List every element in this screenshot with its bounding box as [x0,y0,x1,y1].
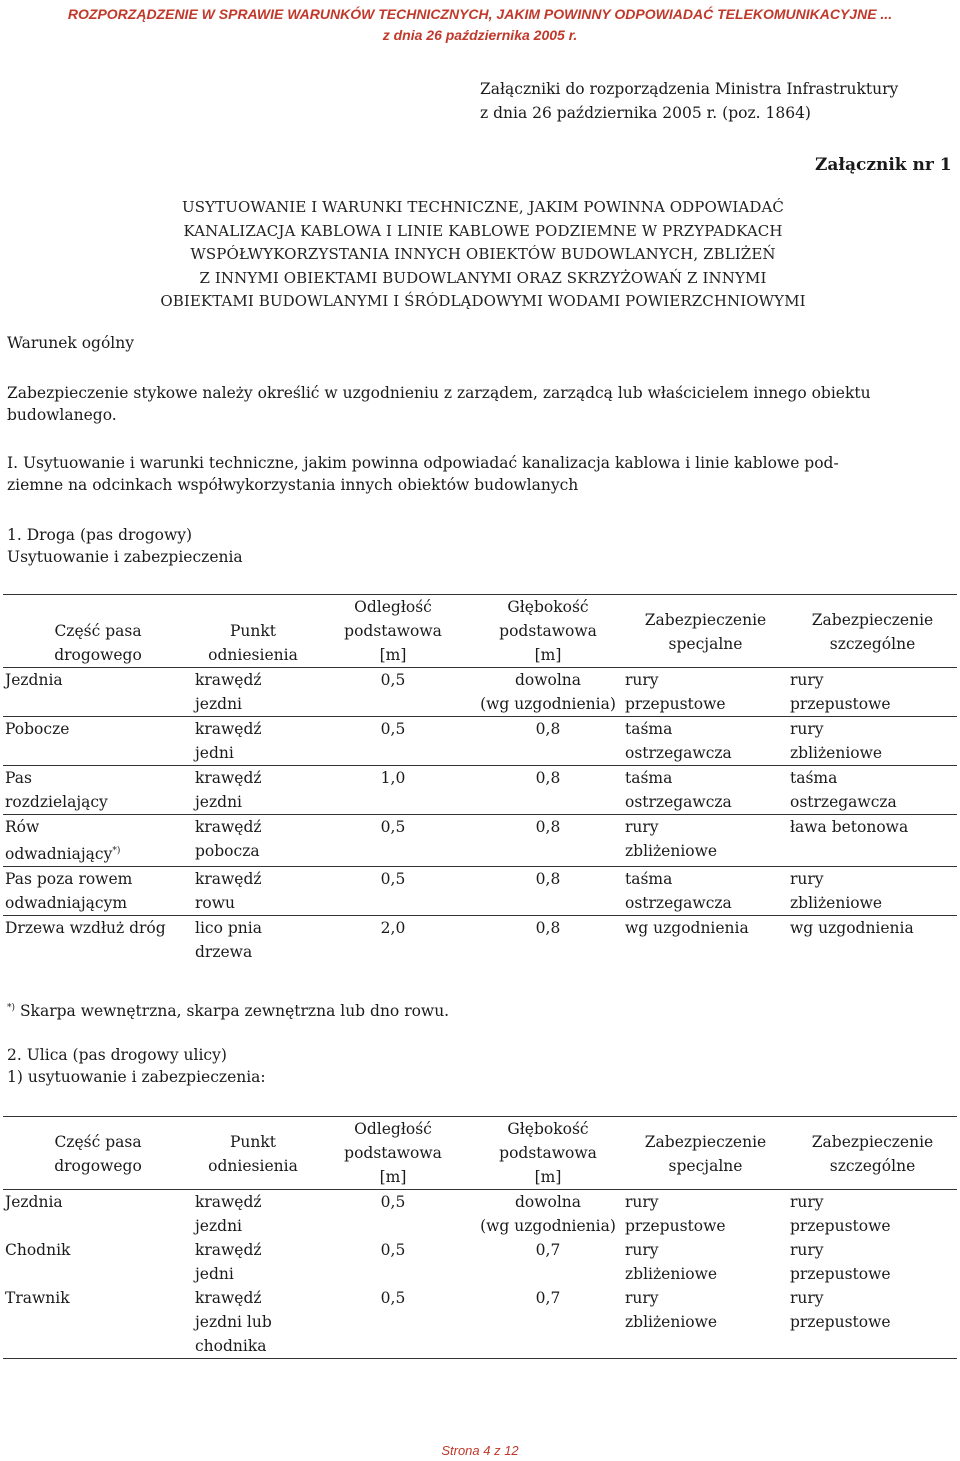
cell-part: Jezdnia [5,1193,63,1211]
cell-part: Drzewa wzdłuż dróg [5,919,166,938]
table-header-row [3,595,957,668]
general-condition-line: budowlanego. [7,406,117,424]
cell-part: Chodnik [5,1241,71,1259]
cell-point: krawędź jezdni [195,769,262,811]
cell-special: taśma ostrzegawcza [625,870,732,913]
title-line: WSPÓŁWYKORZYSTANIA INNYCH OBIEKTÓW BUDOWLANYCH, ZBLIŻEŃ [190,245,776,263]
header-particular: Zabezpieczenie szczególne [811,1133,934,1175]
cell-depth: 0,8 [535,818,561,836]
table-row [3,766,957,815]
cell-point: krawędź jedni [195,720,262,762]
cell-special: rury zbliżeniowe [625,818,718,860]
cell-special: taśma ostrzegawcza [625,720,732,762]
cell-special: rury przepustowe [625,671,726,713]
cell-distance: 1,0 [380,769,406,787]
title-line: OBIEKTAMI BUDOWLANYMI I ŚRÓDLĄDOWYMI WODAMI POWIERZCHNIOWYMI [160,292,806,310]
table-header-row [3,1117,957,1190]
cell-particular: rury przepustowe [790,671,891,713]
cell-point: lico pnia drzewa [195,919,262,962]
cell-particular: rury zbliżeniowe [790,720,883,762]
subsection-2-line: 2. Ulica (pas drogowy ulicy) [7,1046,227,1064]
header-depth: Głębokość podstawowa [m] [499,1120,597,1186]
cell-distance: 0,5 [380,671,406,689]
title-line: USYTUOWANIE I WARUNKI TECHNICZNE, JAKIM POWINNA ODPOWIADAĆ [182,198,784,216]
footnote-mark: *) [7,1003,16,1013]
annex-label: Załącznik nr 1 [815,155,952,175]
cell-particular: rury przepustowe [790,1241,891,1283]
table-row [3,717,957,766]
street-table [3,1116,957,1359]
header-point: Punkt odniesienia [208,622,298,664]
header-point: Punkt odniesienia [208,1133,298,1175]
cell-distance: 0,5 [380,1289,406,1307]
cell-special: rury zbliżeniowe [625,1289,718,1331]
document-header-date: z dnia 26 października 2005 r. [382,27,578,43]
header-distance: Odległość podstawowa [m] [344,598,442,664]
cell-depth: dowolna (wg uzgodnienia) [480,671,616,713]
cell-point: krawędź jezdni [195,671,262,713]
cell-part: Pas poza rowem odwadniającym [5,870,133,913]
table-row [3,1286,957,1359]
subsection-1-heading [7,524,243,568]
cell-part: Trawnik [5,1289,70,1307]
cell-particular: rury przepustowe [790,1289,891,1331]
cell-depth: 0,7 [535,1289,561,1307]
cell-depth: 0,8 [535,919,561,938]
cell-point: krawędź rowu [195,870,262,913]
cell-depth: 0,8 [535,720,561,738]
header-part: Część pasa drogowego [54,622,142,664]
footnote: *) Skarpa wewnętrzna, skarpa zewnętrzna lub dno rowu. [7,1002,450,1021]
attachments-note-line2: z dnia 26 października 2005 r. (poz. 1864) [480,104,811,122]
cell-special: rury zbliżeniowe [625,1241,718,1283]
subsection-1-line: 1. Droga (pas drogowy) [7,526,193,544]
cell-distance: 0,5 [380,720,406,738]
subsection-1-line: Usytuowanie i zabezpieczenia [7,548,243,566]
cell-distance: 0,5 [380,870,406,889]
title-line: Z INNYMI OBIEKTAMI BUDOWLANYMI ORAZ SKRZYŻOWAŃ Z INNYMI [199,268,767,287]
cell-depth: dowolna (wg uzgodnienia) [480,1193,616,1235]
section-1-heading [7,452,957,496]
cell-distance: 0,5 [380,1193,406,1211]
cell-distance: 0,5 [380,818,406,836]
road-table [3,594,957,964]
general-condition-line: Zabezpieczenie stykowe należy określić w uzgodnieniu z zarządem, zarządcą lub właścicielem innego obiektu [7,384,871,402]
table-row [3,668,957,717]
header-part: Część pasa drogowego [54,1133,142,1175]
cell-particular: ława betonowa [790,818,909,836]
header-particular: Zabezpieczenie szczególne [811,611,934,653]
cell-particular: wg uzgodnienia [790,919,914,938]
header-special: Zabezpieczenie specjalne [644,611,767,653]
cell-point: krawędź jedni [195,1241,262,1283]
header-depth: Głębokość podstawowa [m] [499,598,597,664]
cell-distance: 2,0 [380,919,406,938]
table-row [3,867,957,916]
cell-part: Jezdnia [5,671,63,689]
title-line: KANALIZACJA KABLOWA I LINIE KABLOWE PODZIEMNE W PRZYPADKACH [183,221,783,240]
table-row [3,815,957,867]
general-condition-text [7,382,957,426]
cell-distance: 0,5 [380,1241,406,1259]
table-row [3,916,957,965]
header-special: Zabezpieczenie specjalne [644,1133,767,1175]
cell-depth: 0,8 [535,870,561,889]
cell-point: krawędź jezdni [195,1193,262,1235]
table-row [3,1238,957,1286]
section-1-line: I. Usytuowanie i warunki techniczne, jakim powinna odpowiadać kanalizacja kablowa i linie kablowe pod- [7,454,839,472]
cell-particular: taśma ostrzegawcza [790,769,897,811]
cell-part: Rów odwadniający*) [5,818,121,864]
attachments-note-line1: Załączniki do rozporządzenia Ministra Infrastruktury [480,80,899,98]
cell-particular: rury przepustowe [790,1193,891,1235]
section-1-line: ziemne na odcinkach współwykorzystania innych obiektów budowlanych [7,476,579,494]
cell-depth: 0,7 [535,1241,561,1259]
subsection-2-line: 1) usytuowanie i zabezpieczenia: [7,1068,266,1086]
cell-part: Pas rozdzielający [5,769,108,811]
general-condition-label: Warunek ogólny [7,334,134,352]
document-header-title: ROZPORZĄDZENIE W SPRAWIE WARUNKÓW TECHNICZNYCH, JAKIM POWINNY ODPOWIADAĆ TELEKOMUNIKACYJNE ... [67,6,893,22]
header-distance: Odległość podstawowa [m] [344,1120,442,1186]
table-row [3,1190,957,1239]
main-title [118,196,848,314]
cell-particular: rury zbliżeniowe [790,870,883,913]
footnote-mark: *) [112,846,121,856]
subsection-2-heading [7,1044,266,1088]
cell-depth: 0,8 [535,769,561,787]
cell-special: rury przepustowe [625,1193,726,1235]
cell-part: Pobocze [5,720,70,738]
cell-point: krawędź pobocza [195,818,262,860]
page-number: Strona 4 z 12 [441,1443,519,1458]
cell-point: krawędź jezdni lub chodnika [195,1289,272,1355]
cell-special: wg uzgodnienia [625,919,749,938]
cell-special: taśma ostrzegawcza [625,769,732,811]
